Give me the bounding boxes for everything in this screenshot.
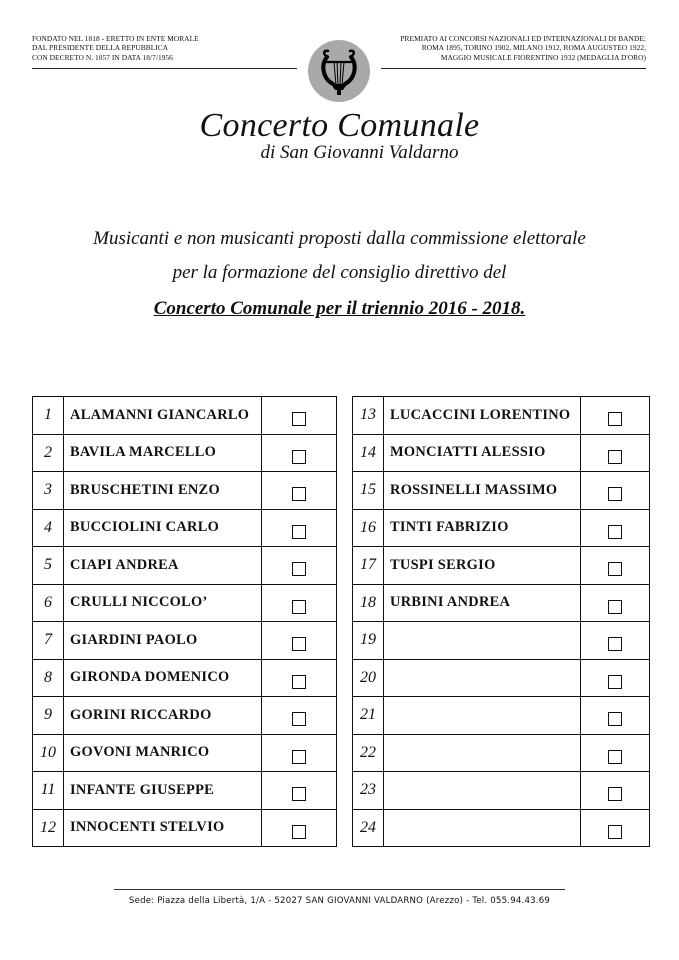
candidate-name bbox=[384, 772, 581, 810]
vote-cell bbox=[581, 472, 650, 510]
candidate-row bbox=[33, 772, 337, 810]
candidate-number: 16 bbox=[353, 509, 384, 547]
candidate-number: 8 bbox=[33, 659, 64, 697]
candidate-row bbox=[33, 659, 337, 697]
candidate-row bbox=[33, 434, 337, 472]
candidate-number: 21 bbox=[353, 697, 384, 735]
vote-checkbox[interactable] bbox=[292, 450, 306, 464]
header-left-line: DAL PRESIDENTE DELLA REPUBBLICA bbox=[32, 43, 169, 53]
candidate-row bbox=[353, 434, 650, 472]
candidate-number: 12 bbox=[33, 809, 64, 847]
vote-cell bbox=[262, 472, 337, 510]
candidate-name: BUCCIOLINI CARLO bbox=[64, 509, 262, 547]
candidate-row bbox=[353, 697, 650, 735]
vote-checkbox[interactable] bbox=[608, 637, 622, 651]
page-title: Concerto Comunale bbox=[199, 107, 480, 144]
header-left-line: FONDATO NEL 1818 - ERETTO IN ENTE MORALE bbox=[32, 34, 199, 43]
vote-checkbox[interactable] bbox=[608, 712, 622, 726]
candidate-row bbox=[33, 622, 337, 660]
candidate-name: GIARDINI PAOLO bbox=[64, 622, 262, 660]
candidate-row bbox=[33, 809, 337, 847]
lyre-icon bbox=[306, 38, 372, 104]
vote-cell bbox=[581, 734, 650, 772]
header-right-line: MAGGIO MUSICALE FIORENTINO 1932 (MEDAGLIA D'ORO) bbox=[440, 52, 646, 62]
candidate-number: 13 bbox=[353, 397, 384, 435]
header-right-line: ROMA 1895, TORINO 1902, MILANO 1912, ROMA AUGUSTEO 1922, bbox=[421, 43, 646, 53]
vote-cell bbox=[581, 547, 650, 585]
candidate-name: ROSSINELLI MASSIMO bbox=[384, 472, 581, 510]
vote-checkbox[interactable] bbox=[608, 675, 622, 689]
candidate-number: 20 bbox=[353, 659, 384, 697]
candidate-number: 24 bbox=[353, 809, 384, 847]
footer-address: Sede: Piazza della Libertà, 1/A - 52027 SAN GIOVANNI VALDARNO (Arezzo) - Tel. 055.94.43.69 bbox=[128, 896, 551, 906]
vote-checkbox[interactable] bbox=[608, 525, 622, 539]
candidate-row bbox=[33, 697, 337, 735]
candidate-row bbox=[353, 547, 650, 585]
candidate-row bbox=[33, 509, 337, 547]
candidate-name bbox=[384, 697, 581, 735]
candidate-name: INNOCENTI STELVIO bbox=[64, 809, 262, 847]
vote-cell bbox=[581, 622, 650, 660]
candidate-row bbox=[353, 659, 650, 697]
candidate-number: 23 bbox=[353, 772, 384, 810]
page-subtitle: di San Giovanni Valdarno bbox=[260, 142, 459, 163]
candidate-name: URBINI ANDREA bbox=[384, 584, 581, 622]
candidate-name: BRUSCHETINI ENZO bbox=[64, 472, 262, 510]
candidate-number: 18 bbox=[353, 584, 384, 622]
vote-checkbox[interactable] bbox=[608, 600, 622, 614]
candidate-row bbox=[33, 472, 337, 510]
candidate-name bbox=[384, 809, 581, 847]
candidate-number: 5 bbox=[33, 547, 64, 585]
vote-checkbox[interactable] bbox=[608, 825, 622, 839]
candidate-number: 1 bbox=[33, 397, 64, 435]
vote-cell bbox=[262, 659, 337, 697]
vote-checkbox[interactable] bbox=[292, 750, 306, 764]
vote-cell bbox=[581, 772, 650, 810]
candidate-row bbox=[353, 397, 650, 435]
vote-cell bbox=[262, 509, 337, 547]
candidate-name: GIRONDA DOMENICO bbox=[64, 659, 262, 697]
candidate-number: 14 bbox=[353, 434, 384, 472]
candidate-name: CIAPI ANDREA bbox=[64, 547, 262, 585]
candidate-name bbox=[384, 659, 581, 697]
vote-checkbox[interactable] bbox=[292, 562, 306, 576]
candidate-name: GOVONI MANRICO bbox=[64, 734, 262, 772]
vote-cell bbox=[581, 697, 650, 735]
vote-cell bbox=[262, 772, 337, 810]
candidate-number: 15 bbox=[353, 472, 384, 510]
vote-cell bbox=[262, 697, 337, 735]
vote-cell bbox=[262, 734, 337, 772]
vote-checkbox[interactable] bbox=[292, 525, 306, 539]
vote-checkbox[interactable] bbox=[292, 675, 306, 689]
candidate-number: 22 bbox=[353, 734, 384, 772]
candidates-table-right bbox=[352, 396, 650, 847]
candidate-row bbox=[353, 509, 650, 547]
intro-line-2: per la formazione del consiglio direttivo del bbox=[172, 262, 507, 283]
candidate-row bbox=[353, 584, 650, 622]
candidate-row bbox=[33, 734, 337, 772]
intro-line-1: Musicanti e non musicanti proposti dalla commissione elettorale bbox=[93, 228, 586, 249]
candidate-row bbox=[353, 772, 650, 810]
candidate-number: 6 bbox=[33, 584, 64, 622]
vote-checkbox[interactable] bbox=[608, 487, 622, 501]
candidate-name: INFANTE GIUSEPPE bbox=[64, 772, 262, 810]
header-right-text bbox=[400, 34, 646, 62]
vote-checkbox[interactable] bbox=[608, 412, 622, 426]
vote-checkbox[interactable] bbox=[292, 825, 306, 839]
candidate-number: 3 bbox=[33, 472, 64, 510]
intro-line-3: Concerto Comunale per il triennio 2016 - 2018. bbox=[153, 298, 526, 319]
header-left-text bbox=[32, 34, 199, 62]
candidate-name: LUCACCINI LORENTINO bbox=[384, 397, 581, 435]
candidate-row bbox=[353, 622, 650, 660]
candidates-table-left bbox=[32, 396, 337, 847]
vote-cell bbox=[262, 584, 337, 622]
vote-checkbox[interactable] bbox=[292, 600, 306, 614]
candidate-row bbox=[353, 472, 650, 510]
vote-cell bbox=[581, 434, 650, 472]
vote-checkbox[interactable] bbox=[292, 487, 306, 501]
footer-divider bbox=[114, 889, 565, 890]
candidate-row bbox=[33, 397, 337, 435]
candidate-name bbox=[384, 734, 581, 772]
vote-checkbox[interactable] bbox=[292, 637, 306, 651]
candidate-name bbox=[384, 622, 581, 660]
vote-cell bbox=[262, 397, 337, 435]
candidate-name: GORINI RICCARDO bbox=[64, 697, 262, 735]
candidate-row bbox=[33, 547, 337, 585]
vote-cell bbox=[581, 509, 650, 547]
candidate-name: CRULLI NICCOLO’ bbox=[64, 584, 262, 622]
vote-cell bbox=[262, 809, 337, 847]
candidate-name: TUSPI SERGIO bbox=[384, 547, 581, 585]
vote-cell bbox=[581, 809, 650, 847]
vote-cell bbox=[581, 584, 650, 622]
candidate-row bbox=[33, 584, 337, 622]
candidate-number: 2 bbox=[33, 434, 64, 472]
header-right-line: PREMIATO AI CONCORSI NAZIONALI ED INTERNAZIONALI DI BANDE: bbox=[400, 34, 646, 43]
candidate-name: MONCIATTI ALESSIO bbox=[384, 434, 581, 472]
vote-cell bbox=[262, 547, 337, 585]
vote-cell bbox=[262, 434, 337, 472]
candidate-number: 4 bbox=[33, 509, 64, 547]
candidate-row bbox=[353, 809, 650, 847]
candidate-number: 19 bbox=[353, 622, 384, 660]
candidate-name: BAVILA MARCELLO bbox=[64, 434, 262, 472]
vote-checkbox[interactable] bbox=[608, 750, 622, 764]
vote-checkbox[interactable] bbox=[292, 787, 306, 801]
vote-cell bbox=[581, 397, 650, 435]
candidate-name: ALAMANNI GIANCARLO bbox=[64, 397, 262, 435]
vote-cell bbox=[262, 622, 337, 660]
header-divider-right bbox=[381, 68, 646, 69]
vote-checkbox[interactable] bbox=[292, 412, 306, 426]
vote-checkbox[interactable] bbox=[292, 712, 306, 726]
candidate-row bbox=[353, 734, 650, 772]
vote-checkbox[interactable] bbox=[608, 562, 622, 576]
candidate-name: TINTI FABRIZIO bbox=[384, 509, 581, 547]
candidate-number: 11 bbox=[33, 772, 64, 810]
candidate-number: 9 bbox=[33, 697, 64, 735]
vote-cell bbox=[581, 659, 650, 697]
vote-checkbox[interactable] bbox=[608, 450, 622, 464]
vote-checkbox[interactable] bbox=[608, 787, 622, 801]
candidate-number: 7 bbox=[33, 622, 64, 660]
header-left-line: CON DECRETO N. 1057 IN DATA 18/7/1956 bbox=[32, 52, 173, 62]
header-divider-left bbox=[32, 68, 297, 69]
candidate-number: 10 bbox=[33, 734, 64, 772]
candidate-number: 17 bbox=[353, 547, 384, 585]
